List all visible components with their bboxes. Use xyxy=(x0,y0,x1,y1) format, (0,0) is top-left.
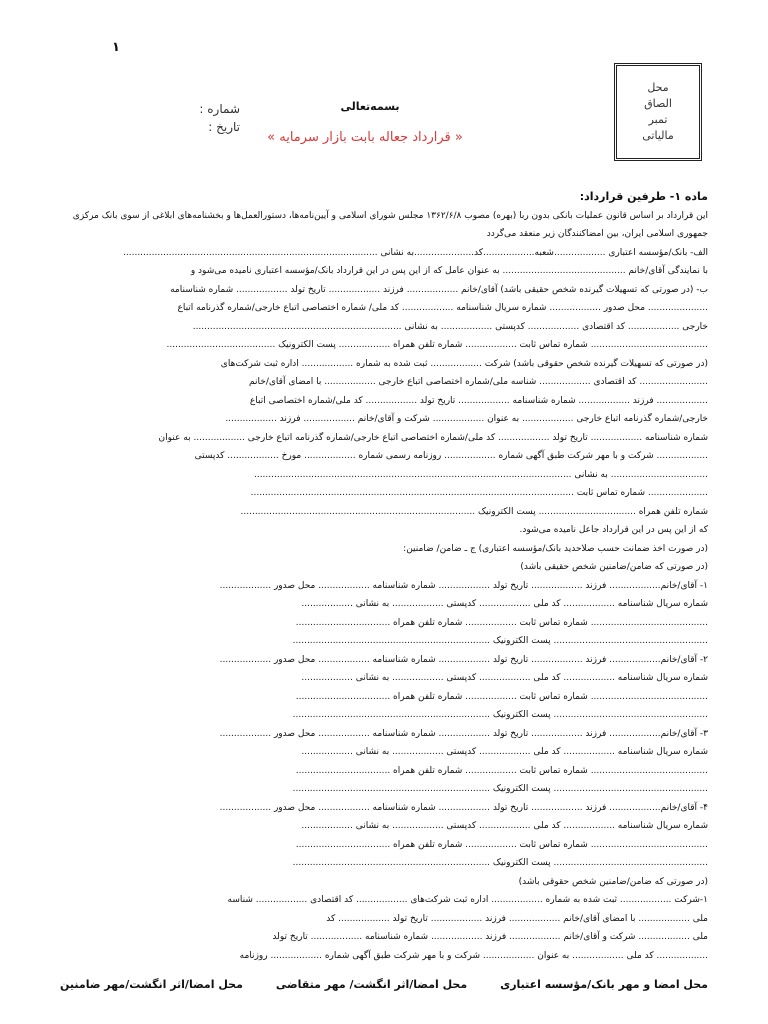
form-line: (در صورتی که تسهیلات گیرنده شخص حقوقی باشد) شرکت .................. ثبت شده به شماره .................. اداره ثبت شرکت‌های xyxy=(220,358,708,369)
form-line: الف- بانک/مؤسسه اعتباری ..................شعبه..................کد.....................به نشانی ......................................................................................... xyxy=(123,247,708,258)
date-label: تاریخ : xyxy=(208,120,240,134)
form-line: ........................ کد اقتصادی .................. شناسه ملی/شماره اختصاصی اتباع خارجی .................. با امضای آقای/خانم xyxy=(249,377,708,387)
stamp-box-line: الصاق xyxy=(644,97,672,110)
form-line: ......................................... شماره تماس ثابت .................. شماره تلفن همراه ................................. xyxy=(295,691,708,702)
form-line: ..................... محل صدور .................. شماره سریال شناسنامه .................. کد ملی/ شماره اختصاصی اتباع خارجی/شماره گذرنامه اتباع xyxy=(177,303,708,313)
form-line: ملی .................. با امضای آقای/خانم .................. فرزند .................. تاریخ تولد .................. کد xyxy=(326,913,708,924)
form-lines xyxy=(60,244,708,966)
form-line: ..................... شماره تماس ثابت ................................................................................................................. xyxy=(250,488,708,498)
form-line: (در صورتی که ضامن/ضامنین شخص حقیقی باشد) xyxy=(520,562,708,572)
form-line: ...................................................... پست الکترونیک ..................................................................... xyxy=(292,858,708,868)
bismillah-heading: بسمه‌تعالی xyxy=(340,100,400,113)
form-line: ...................................................... پست الکترونیک ..................................................................... xyxy=(292,710,708,720)
form-line: خارجی/شماره گذرنامه اتباع خارجی .................. به عنوان .................. شرکت و آقای/خانم .................. فرزند .................. xyxy=(225,414,708,424)
form-line: خارجی .................. کد اقتصادی .................. کدپستی .................. به نشانی ......................................................................... xyxy=(192,321,708,332)
form-line: شماره سریال شناسنامه .................. کد ملی .................. کدپستی .................. به نشانی .................. xyxy=(301,673,708,683)
form-line: ......................................... شماره تماس ثابت .................. شماره تلفن همراه .................. پست الکترونیک ...................................... xyxy=(166,340,708,350)
number-label: شماره : xyxy=(199,102,240,116)
contract-body xyxy=(60,188,708,965)
intro-paragraph: این قرارداد بر اساس قانون عملیات بانکی بدون ربا (بهره) مصوب ۱۳۶۲/۶/۸ مجلس شورای اسلامی و آیین‌نامه‌ها، دستورالعمل‌ها و بخشنامه‌های ابلاغی از سوی بانک مرکزی جمهوری اسلامی ایران، بین امضاکنندگان زیر منعقد می‌گردد xyxy=(72,210,708,239)
bank-signature-label: محل امضا و مهر بانک/مؤسسه اعتباری xyxy=(500,978,708,991)
stamp-box-line: مالیاتی xyxy=(642,129,674,142)
form-line: ......................................... شماره تماس ثابت .................. شماره تلفن همراه ................................. xyxy=(295,617,708,628)
form-line: ۴- آقای/خانم.................. فرزند .................. تاریخ تولد .................. شماره شناسنامه .................. محل صدور .................. xyxy=(219,802,708,813)
stamp-box-line: تمبر xyxy=(648,113,668,126)
form-line: ......................................... شماره تماس ثابت .................. شماره تلفن همراه ................................. xyxy=(295,765,708,776)
form-line: ۱- آقای/خانم.................. فرزند .................. تاریخ تولد .................. شماره شناسنامه .................. محل صدور .................. xyxy=(219,580,708,591)
form-line: ...................................................... پست الکترونیک ..................................................................... xyxy=(292,784,708,794)
applicant-signature-label: محل امضا/اثر انگشت/ مهر متقاضی xyxy=(275,978,468,991)
stamp-box-line: محل xyxy=(647,81,669,94)
form-line: .................. کد ملی .................. به عنوان .................. شرکت و با مهر شرکت طبق آگهی شماره .................. روزنامه xyxy=(239,950,708,961)
form-line: شماره سریال شناسنامه .................. کد ملی .................. کدپستی .................. به نشانی .................. xyxy=(301,821,708,831)
tax-stamp-box xyxy=(614,63,702,161)
form-line: شماره تلفن همراه .................................. پست الکترونیک .................................................................................. xyxy=(240,506,708,517)
form-line: که از این پس در این قرارداد جاعل نامیده می‌شود. xyxy=(519,525,708,535)
form-line: شماره شناسنامه .................. تاریخ تولد .................. کد ملی/شماره اختصاصی اتباع خارجی/شماره گذرنامه اتباع خارجی .................. به عنوان xyxy=(158,432,708,443)
form-line: شماره سریال شناسنامه .................. کد ملی .................. کدپستی .................. به نشانی .................. xyxy=(301,599,708,609)
form-line: .................. فرزند .................. شماره شناسنامه .................. تاریخ تولد .................. کد ملی/شماره اختصاصی اتباع xyxy=(249,395,708,406)
form-line: ...................................................... پست الکترونیک ..................................................................... xyxy=(292,636,708,646)
form-line: .................................. به نشانی ............................................................................................................... xyxy=(253,469,708,480)
page-number: ۱ xyxy=(112,40,120,55)
form-line: ملی .................. شرکت و آقای/خانم .................. فرزند .................. شماره شناسنامه .................. تاریخ تولد xyxy=(272,932,708,942)
form-line: ۲- آقای/خانم.................. فرزند .................. تاریخ تولد .................. شماره شناسنامه .................. محل صدور .................. xyxy=(219,654,708,665)
form-line: ۳- آقای/خانم.................. فرزند .................. تاریخ تولد .................. شماره شناسنامه .................. محل صدور .................. xyxy=(219,728,708,739)
guarantor-signature-label: محل امضا/اثر انگشت/مهر ضامنین xyxy=(60,978,243,991)
form-line: با نمایندگی آقای/خانم ........................................... به عنوان عامل که از این پس در این قرارداد بانک/مؤسسه اعتباری نامیده می‌شود و xyxy=(190,266,708,276)
form-line: ......................................... شماره تماس ثابت .................. شماره تلفن همراه ................................. xyxy=(295,839,708,850)
form-line: .................. شرکت و با مهر شرکت طبق آگهی شماره .................. روزنامه رسمی شماره .................. مورخ .................. کدپستی xyxy=(194,451,708,461)
form-line: (در صورتی که ضامن/ضامنین شخص حقوقی باشد) xyxy=(518,876,708,887)
form-line: ۱-شرکت .................. ثبت شده به شماره .................. اداره ثبت شرکت‌های .................. کد اقتصادی .................. شناسه xyxy=(227,895,708,905)
contract-title: « قرارداد جعاله بابت بازار سرمایه » xyxy=(267,130,463,145)
section-heading: ماده ۱- طرفین قرارداد: xyxy=(579,190,708,203)
form-line: شماره سریال شناسنامه .................. کد ملی .................. کدپستی .................. به نشانی .................. xyxy=(301,747,708,757)
signature-footer xyxy=(60,978,708,991)
form-line: (در صورت اخذ ضمانت حسب صلاحدید بانک/مؤسسه اعتباری) ج ـ ضامن/ ضامنین: xyxy=(403,543,708,554)
form-line: ب- (در صورتی که تسهیلات گیرنده شخص حقیقی باشد) آقای/خانم .................. فرزند .................. تاریخ تولد .................. شماره شناسنامه xyxy=(170,284,708,295)
